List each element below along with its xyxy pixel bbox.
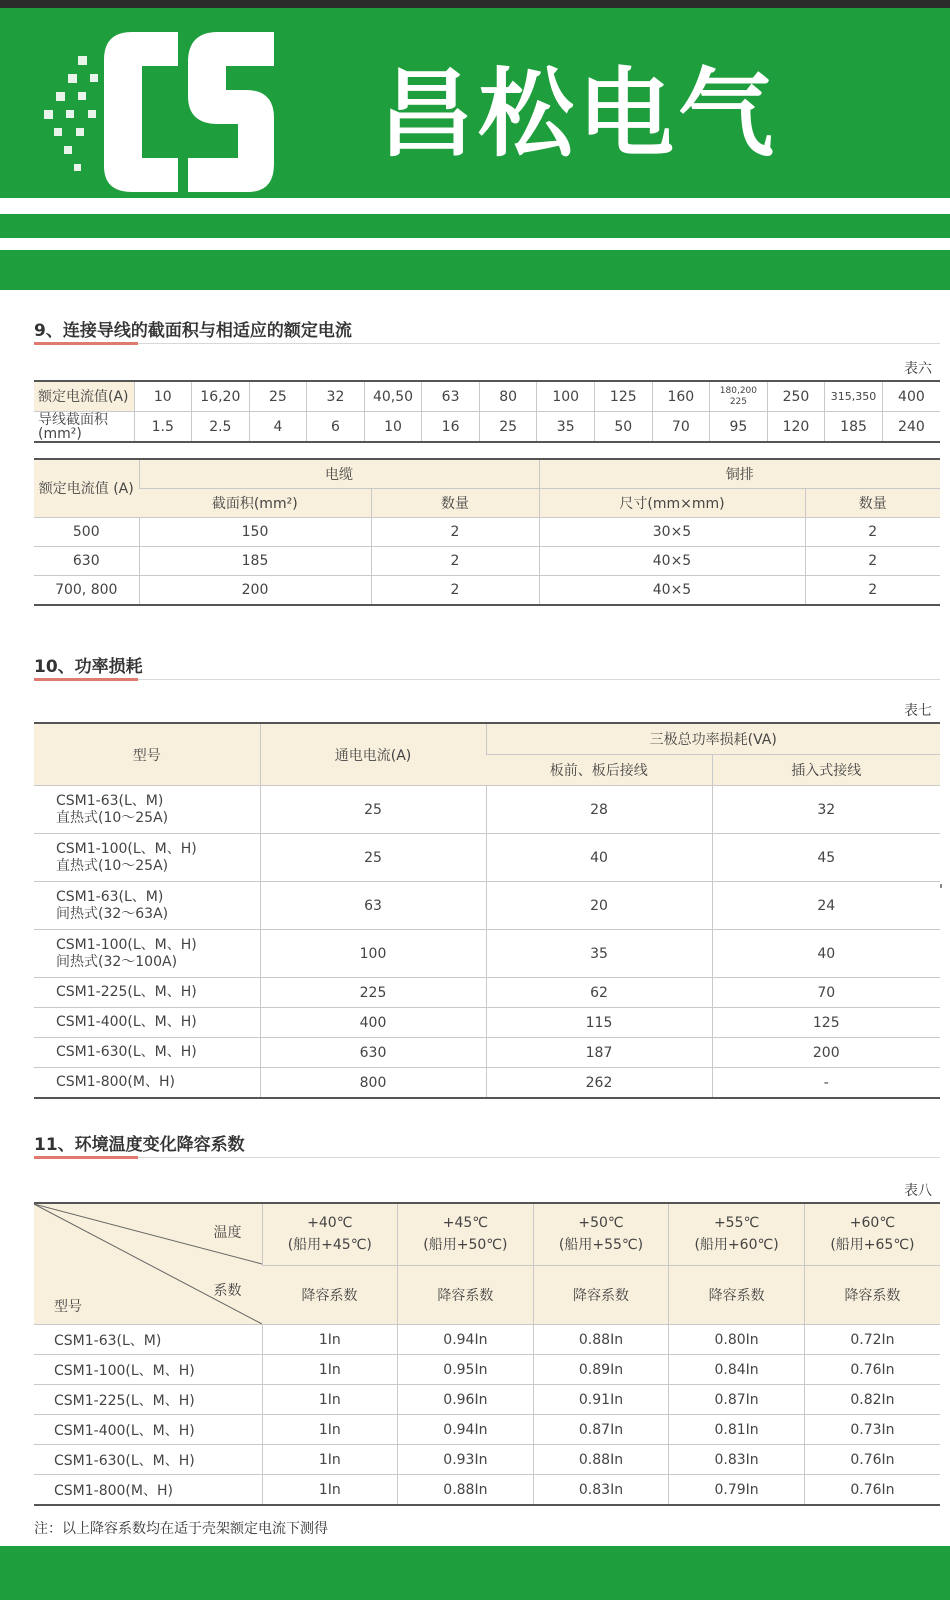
- model-type: 间热式(32～63A): [56, 905, 169, 922]
- table-row: [34, 930, 940, 978]
- section-rule: [34, 679, 940, 680]
- table-row: [34, 1415, 940, 1445]
- model-cell: CSM1-63(L、M): [34, 1325, 262, 1355]
- table-7-label: 表七: [904, 703, 932, 719]
- corner-model: 型号: [54, 1299, 82, 1315]
- qty-cell: 2: [805, 518, 940, 547]
- coef-label: 降容系数: [533, 1265, 669, 1325]
- coef-cell: 0.83In: [669, 1445, 805, 1475]
- temp-value: +50℃: [578, 1215, 624, 1232]
- current-cell: 63: [422, 381, 480, 412]
- plugin-loss-cell: 24: [712, 882, 940, 930]
- section-accent: [34, 342, 138, 345]
- coef-cell: 0.79In: [669, 1475, 805, 1506]
- current-cell: 40,50: [364, 381, 422, 412]
- corner-temperature: 温度: [213, 1225, 242, 1241]
- area-cell: 25: [479, 412, 537, 443]
- coef-cell: 1In: [262, 1415, 398, 1445]
- area-cell: 95: [710, 412, 768, 443]
- front-loss-cell: 20: [486, 882, 712, 930]
- coef-cell: 0.87In: [533, 1415, 669, 1445]
- current-cell: 125: [595, 381, 653, 412]
- qty-cell: 2: [371, 576, 539, 606]
- table-row: [34, 412, 940, 443]
- front-loss-cell: 28: [486, 786, 712, 834]
- table-row: [34, 1038, 940, 1068]
- col-plugin-wiring: 插入式接线: [712, 755, 940, 786]
- coef-cell: 0.88In: [533, 1445, 669, 1475]
- coef-label: 降容系数: [804, 1265, 940, 1325]
- coef-cell: 0.82In: [804, 1385, 940, 1415]
- coef-cell: 1In: [262, 1445, 398, 1475]
- coef-cell: 0.89In: [533, 1355, 669, 1385]
- group-power-loss: 三极总功率损耗(VA): [486, 723, 940, 755]
- model-cell: CSM1-630(L、M、H): [34, 1038, 260, 1068]
- front-loss-cell: 115: [486, 1008, 712, 1038]
- table-row: [34, 1385, 940, 1415]
- table-row: [34, 882, 940, 930]
- temp-header: [533, 1203, 669, 1265]
- model-type: 直热式(10～25A): [56, 809, 169, 826]
- area-cell: 10: [364, 412, 422, 443]
- temp-ship: (船用+45℃): [287, 1237, 372, 1254]
- plugin-loss-cell: 70: [712, 978, 940, 1008]
- current-cell: 160: [652, 381, 710, 412]
- section-rule: [34, 343, 940, 344]
- temp-value: +55℃: [713, 1215, 760, 1232]
- plugin-loss-cell: 125: [712, 1008, 940, 1038]
- section-accent: [34, 1156, 138, 1159]
- brand-name: 昌松电气: [378, 58, 778, 170]
- coef-cell: 0.91In: [533, 1385, 669, 1415]
- table-row: [34, 576, 940, 606]
- area-cell: 120: [767, 412, 825, 443]
- area-cell: 200: [139, 576, 371, 606]
- plugin-loss-cell: 40: [712, 930, 940, 978]
- footnote: 注：以上降容系数均在适于壳架额定电流下测得: [34, 1521, 328, 1537]
- current-cell: 100: [260, 930, 486, 978]
- section-rule: [34, 1157, 940, 1158]
- table-row: [34, 547, 940, 576]
- current-cell: 630: [260, 1038, 486, 1068]
- col-area: 截面积(mm²): [139, 489, 371, 518]
- size-cell: 40×5: [539, 576, 805, 606]
- col-current: 通电电流(A): [260, 723, 486, 786]
- col-rated-current: 额定电流值 (A): [34, 459, 139, 518]
- qty-cell: 2: [805, 576, 940, 606]
- plugin-loss-cell: 45: [712, 834, 940, 882]
- col-size: 尺寸(mm×mm): [539, 489, 805, 518]
- temp-ship: (船用+60℃): [694, 1237, 779, 1254]
- model-cell: [34, 834, 260, 882]
- coef-cell: 0.72In: [804, 1325, 940, 1355]
- qty-cell: 2: [371, 518, 539, 547]
- temp-header: [262, 1203, 398, 1265]
- rated-cell: 500: [34, 518, 139, 547]
- current-cell: 16,20: [192, 381, 250, 412]
- model-cell: [34, 930, 260, 978]
- coef-cell: 1In: [262, 1325, 398, 1355]
- front-loss-cell: 187: [486, 1038, 712, 1068]
- table-row: [34, 1475, 940, 1506]
- coef-cell: 0.95In: [398, 1355, 534, 1385]
- size-cell: 40×5: [539, 547, 805, 576]
- group-copper-bar: 铜排: [539, 459, 940, 489]
- coef-label: 降容系数: [669, 1265, 805, 1325]
- model-name: CSM1-63(L、M): [56, 792, 164, 809]
- current-cell: 315,350: [825, 381, 883, 412]
- table-row: [34, 1008, 940, 1038]
- model-type: 间热式(32～100A): [56, 953, 178, 970]
- coef-cell: 1In: [262, 1475, 398, 1506]
- table-row: [34, 1355, 940, 1385]
- coef-cell: 0.96In: [398, 1385, 534, 1415]
- rated-current-table: [34, 380, 940, 443]
- group-cable: 电缆: [139, 459, 539, 489]
- brand-banner: [0, 8, 950, 290]
- table-row: [34, 1325, 940, 1355]
- area-cell: 185: [139, 547, 371, 576]
- model-cell: CSM1-800(M、H): [34, 1475, 262, 1506]
- temp-value: +45℃: [442, 1215, 489, 1232]
- size-cell: 30×5: [539, 518, 805, 547]
- col-qty: 数量: [371, 489, 539, 518]
- power-loss-table: [34, 722, 940, 1099]
- coef-cell: 0.76In: [804, 1445, 940, 1475]
- plugin-loss-cell: 32: [712, 786, 940, 834]
- model-cell: CSM1-400(L、M、H): [34, 1008, 260, 1038]
- diagonal-header: [34, 1204, 262, 1324]
- temp-value: +60℃: [849, 1215, 896, 1232]
- table-row: [34, 518, 940, 547]
- area-cell: 2.5: [192, 412, 250, 443]
- coef-cell: 0.88In: [533, 1325, 669, 1355]
- section-9-title: 9、连接导线的截面积与相适应的额定电流: [34, 321, 352, 341]
- table-row: [34, 834, 940, 882]
- area-cell: 240: [882, 412, 940, 443]
- temp-value: +40℃: [307, 1215, 353, 1232]
- coef-cell: 0.84In: [669, 1355, 805, 1385]
- temp-header: [804, 1203, 940, 1265]
- model-cell: CSM1-800(M、H): [34, 1068, 260, 1099]
- coef-cell: 0.73In: [804, 1415, 940, 1445]
- current-cell: 80: [479, 381, 537, 412]
- col-qty: 数量: [805, 489, 940, 518]
- current-cell: 250: [767, 381, 825, 412]
- edge-mark: [940, 884, 942, 888]
- footer-band: [0, 1546, 950, 1600]
- table-row: [34, 978, 940, 1008]
- col-model: 型号: [34, 723, 260, 786]
- area-cell: 16: [422, 412, 480, 443]
- coef-cell: 0.94In: [398, 1415, 534, 1445]
- current-cell: 100: [537, 381, 595, 412]
- area-cell: 150: [139, 518, 371, 547]
- current-cell: 10: [134, 381, 192, 412]
- front-loss-cell: 40: [486, 834, 712, 882]
- section-10-title: 10、功率损耗: [34, 657, 143, 677]
- current-cell: 63: [260, 882, 486, 930]
- current-cell: 25: [260, 786, 486, 834]
- front-loss-cell: 62: [486, 978, 712, 1008]
- front-loss-cell: 262: [486, 1068, 712, 1099]
- area-cell: 185: [825, 412, 883, 443]
- row-label-rated-current: 额定电流值(A): [34, 381, 134, 412]
- banner-white-band: [0, 198, 950, 214]
- coef-cell: 0.87In: [669, 1385, 805, 1415]
- coef-cell: 1In: [262, 1385, 398, 1415]
- model-cell: [34, 882, 260, 930]
- table-row: [34, 786, 940, 834]
- coef-cell: 0.76In: [804, 1475, 940, 1506]
- model-name: CSM1-63(L、M): [56, 888, 164, 905]
- temp-header: [398, 1203, 534, 1265]
- table-row: [34, 381, 940, 412]
- banner-white-band: [0, 238, 950, 250]
- area-cell: 70: [652, 412, 710, 443]
- temp-ship: (船用+50℃): [423, 1237, 508, 1254]
- model-cell: CSM1-400(L、M、H): [34, 1415, 262, 1445]
- coef-cell: 0.83In: [533, 1475, 669, 1506]
- qty-cell: 2: [805, 547, 940, 576]
- temp-ship: (船用+65℃): [830, 1237, 915, 1254]
- model-type: 直热式(10～25A): [56, 857, 169, 874]
- table-header-row: [34, 489, 940, 518]
- current-cell: 32: [307, 381, 365, 412]
- current-cell: 800: [260, 1068, 486, 1099]
- coef-cell: 0.94In: [398, 1325, 534, 1355]
- diagonal-header-cell: [34, 1203, 262, 1325]
- front-loss-cell: 35: [486, 930, 712, 978]
- rated-cell: 630: [34, 547, 139, 576]
- model-cell: CSM1-225(L、M、H): [34, 1385, 262, 1415]
- col-front-back-wiring: 板前、板后接线: [486, 755, 712, 786]
- table-row: [34, 1068, 940, 1099]
- table-row: [34, 1445, 940, 1475]
- area-cell: 6: [307, 412, 365, 443]
- current-cell: 225: [260, 978, 486, 1008]
- area-cell: 4: [249, 412, 307, 443]
- plugin-loss-cell: 200: [712, 1038, 940, 1068]
- section-11-title: 11、环境温度变化降容系数: [34, 1135, 245, 1155]
- model-name: CSM1-100(L、M、H): [56, 840, 197, 857]
- coef-cell: 0.76In: [804, 1355, 940, 1385]
- temp-ship: (船用+55℃): [558, 1237, 644, 1254]
- table-header-row: [34, 1203, 940, 1265]
- derating-table: [34, 1202, 940, 1506]
- current-cell: 25: [260, 834, 486, 882]
- current-cell: 25: [249, 381, 307, 412]
- model-cell: CSM1-225(L、M、H): [34, 978, 260, 1008]
- rated-cell: 700, 800: [34, 576, 139, 606]
- coef-cell: 0.93In: [398, 1445, 534, 1475]
- cable-copper-bar-table: [34, 458, 940, 606]
- coef-cell: 0.81In: [669, 1415, 805, 1445]
- table-6-label: 表六: [904, 361, 932, 377]
- table-header-row: [34, 723, 940, 755]
- coef-cell: 1In: [262, 1355, 398, 1385]
- area-cell: 1.5: [134, 412, 192, 443]
- table-8-label: 表八: [904, 1183, 932, 1199]
- model-name: CSM1-100(L、M、H): [56, 936, 197, 953]
- section-accent: [34, 678, 138, 681]
- current-cell: 180,200 225: [710, 381, 768, 412]
- coef-label: 降容系数: [398, 1265, 534, 1325]
- area-cell: 35: [537, 412, 595, 443]
- coef-label: 降容系数: [262, 1265, 398, 1325]
- current-cell: 400: [260, 1008, 486, 1038]
- model-cell: CSM1-630(L、M、H): [34, 1445, 262, 1475]
- cs-logo: [38, 26, 278, 198]
- area-cell: 50: [595, 412, 653, 443]
- top-dark-line: [0, 0, 950, 8]
- coef-cell: 0.88In: [398, 1475, 534, 1506]
- current-cell: 400: [882, 381, 940, 412]
- row-label-conductor-area: 导线截面积(mm²): [38, 411, 108, 442]
- coef-cell: 0.80In: [669, 1325, 805, 1355]
- model-cell: [34, 786, 260, 834]
- qty-cell: 2: [371, 547, 539, 576]
- temp-header: [669, 1203, 805, 1265]
- model-cell: CSM1-100(L、M、H): [34, 1355, 262, 1385]
- table-header-row: [34, 459, 940, 489]
- corner-coefficient: 系数: [213, 1283, 242, 1299]
- plugin-loss-cell: -: [712, 1068, 940, 1099]
